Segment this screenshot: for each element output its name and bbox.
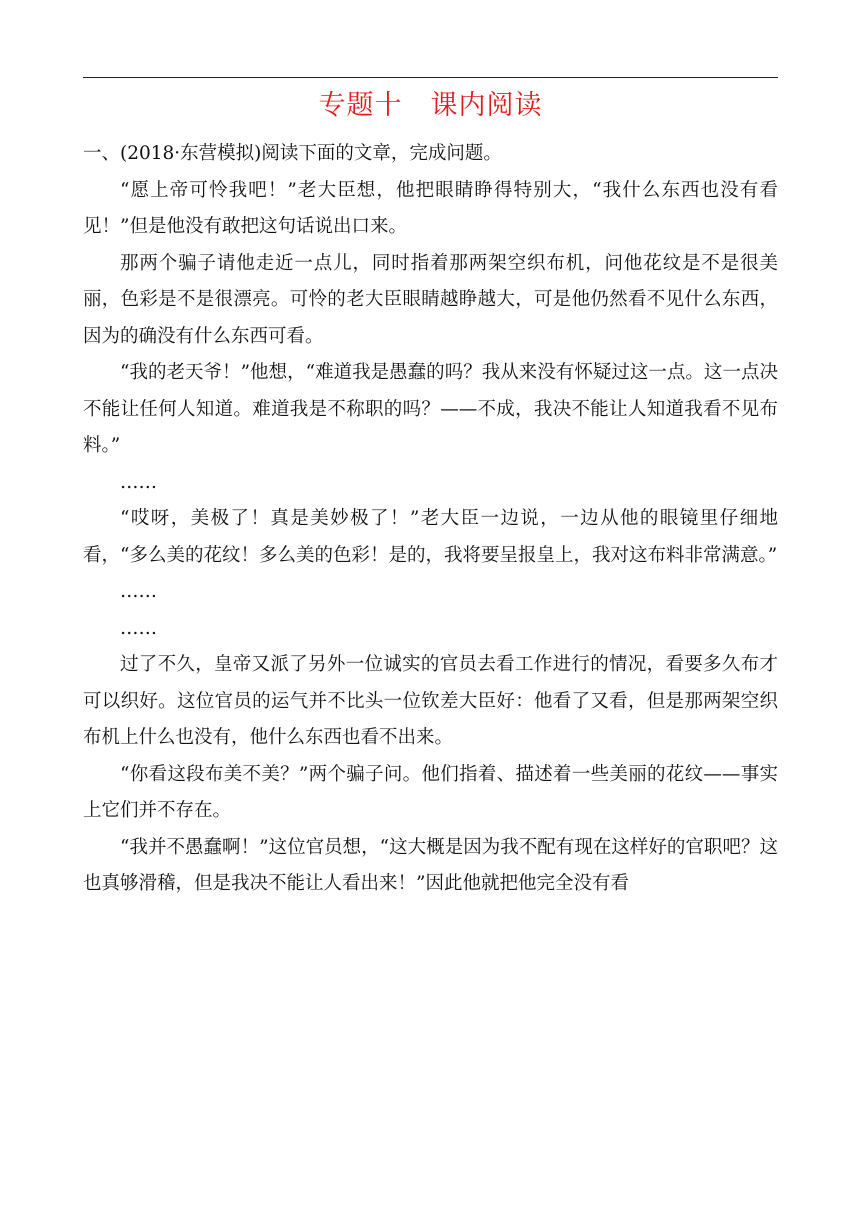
ellipsis-line: …… — [120, 471, 157, 493]
ellipsis-line: …… — [120, 581, 157, 602]
question-intro: 一、(2018·东营模拟)阅读下面的文章，完成问题。 — [83, 143, 502, 164]
paragraph: “你看这段布美不美？”两个骗子问。他们指着、描述着一些美丽的花纹——事实上它们并不存在。 — [83, 763, 778, 821]
reading-passage — [83, 136, 778, 903]
paragraph: “哎呀，美极了！真是美妙极了！”老大臣一边说，一边从他的眼镜里仔细地看，“多么美的花纹！多么美的色彩！是的，我将要呈报皇上，我对这布料非常满意。” — [83, 508, 778, 566]
paragraph: “愿上帝可怜我吧！”老大臣想，他把眼睛睁得特别大，“我什么东西也没有看见！”但是他没有敢把这句话说出口来。 — [83, 179, 778, 237]
paragraph: “我的老天爷！”他想，“难道我是愚蠢的吗？我从来没有怀疑过这一点。这一点决不能让任何人知道。难道我是不称职的吗？——不成，我决不能让人知道我看不见布料。” — [83, 362, 778, 456]
header-rule — [83, 77, 778, 78]
paragraph: 过了不久，皇帝又派了另外一位诚实的官员去看工作进行的情况，看要多久布才可以织好。这位官员的运气并不比头一位钦差大臣好：他看了又看，但是那两架空织布机上什么也没有，他什么东西也看不出来。 — [83, 654, 778, 748]
ellipsis-line: …… — [120, 617, 157, 639]
paragraph: 那两个骗子请他走近一点儿，同时指着那两架空织布机，问他花纹是不是很美丽，色彩是不是很漂亮。可怜的老大臣眼睛越睁越大，可是他仍然看不见什么东西，因为的确没有什么东西可看。 — [83, 252, 778, 347]
page-title: 专题十 课内阅读 — [318, 90, 543, 121]
paragraph: “我并不愚蠢啊！”这位官员想，“这大概是因为我不配有现在这样好的官职吧？这也真够滑稽，但是我决不能让人看出来！”因此他就把他完全没有看 — [83, 836, 778, 894]
